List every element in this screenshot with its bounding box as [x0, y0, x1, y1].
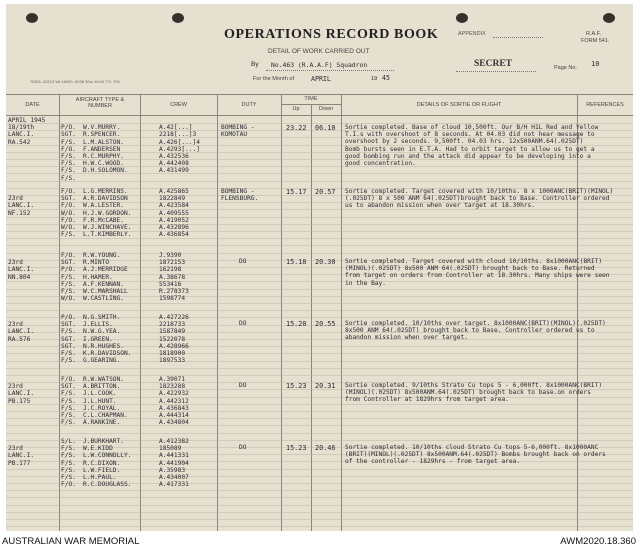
crew-position: P/O.: [61, 266, 76, 274]
appendix-line: [493, 37, 543, 38]
crew-names: [83, 188, 156, 238]
service-number: A.436854: [159, 231, 189, 239]
crew-name: J.L.HUNT.: [83, 397, 117, 405]
crew-position: F/S.: [61, 349, 76, 357]
service-number: A.442408: [159, 160, 189, 168]
crew-position: SGT.: [61, 259, 76, 267]
service-numbers: [159, 376, 215, 426]
crew-name: A.R.DAVIDSON: [83, 195, 128, 203]
ruled-line: [6, 238, 633, 239]
crew-position: F/S.: [61, 138, 76, 146]
table-top-border: [6, 94, 633, 95]
duty-line: [221, 117, 279, 124]
sortie-details: [345, 382, 603, 404]
crew-position: S/L.: [61, 438, 76, 445]
crew-position: F/S.: [61, 167, 76, 175]
table-header-border: [6, 115, 633, 116]
time-down: 20.46: [315, 444, 336, 452]
crew-name: W.CASTLING.: [83, 295, 124, 303]
aircraft-number: PB.175: [8, 397, 31, 405]
date-line: 23rd: [8, 321, 23, 329]
crew-position: F/S.: [61, 152, 76, 160]
duty: [239, 444, 279, 451]
service-number: R.278373: [159, 287, 189, 295]
binder-hole: [456, 13, 468, 23]
service-number: A.441331: [159, 452, 189, 460]
security-classification: SECRET: [474, 59, 513, 69]
date-line: 23rd: [8, 445, 23, 453]
crew-position: F/O.: [61, 188, 76, 195]
time-up: 15.20: [286, 320, 307, 328]
date-line: 23rd: [8, 259, 23, 267]
crew-position: F/S.: [61, 328, 76, 336]
service-number: 1823288: [159, 383, 186, 391]
year-value: 45: [382, 74, 390, 82]
service-number: A.434804: [159, 419, 189, 427]
crew-names: [83, 438, 156, 488]
service-number: A.444314: [159, 411, 189, 419]
col-header-crew: CREW: [170, 102, 187, 108]
crew-position: F/O.: [61, 481, 76, 489]
crew-position: W/O.: [61, 209, 76, 217]
date-line: APRIL 1945: [8, 117, 46, 124]
crew-name: L.W.CONNOLLY.: [83, 452, 132, 460]
col-header-references: REFERENCES: [586, 102, 624, 108]
crew-name: K.R.DAVIDSON.: [83, 349, 132, 357]
crew-position: F/O.: [61, 202, 76, 210]
sortie-details: [345, 258, 610, 287]
duty: [221, 188, 279, 202]
crew-name: J.L.COOK.: [83, 390, 117, 398]
raf-label: R.A.F.: [586, 31, 601, 37]
details-line: Sortie completed. 10/10ths over target. 8x1000ANC(BRIT)(MINOL)(.025DT): [345, 320, 606, 327]
ruled-line: [6, 310, 633, 311]
crew-name: L.H.PAUL.: [83, 473, 117, 481]
sortie-details: [345, 124, 599, 167]
ruled-line: [6, 519, 633, 520]
ruled-line: [6, 526, 633, 527]
crew-position: F/S.: [61, 287, 76, 295]
service-number: A.422932: [159, 390, 189, 398]
ruled-line: [6, 368, 633, 369]
crew-name: R.C.DOUGLASS.: [83, 481, 132, 489]
service-number: J.9390: [159, 252, 182, 259]
crew-name: [83, 117, 156, 124]
security-underline: [456, 71, 536, 72]
page-number: 10: [591, 60, 600, 68]
entry-date: [8, 438, 58, 467]
service-number: 185089: [159, 445, 182, 453]
details-line: (MINOL)(.025DT) 8x500ANM.64(.025DT) brought back to base.on orders: [345, 389, 591, 397]
crew-name: R.C.DIXON.: [83, 459, 121, 467]
entry-date: [8, 376, 58, 405]
binder-hole: [172, 13, 184, 23]
service-number: 1587849: [159, 328, 186, 336]
crew-name: R.W.YOUNG.: [83, 252, 121, 259]
crew-name: N.W.G.YEA.: [83, 328, 121, 336]
details-line: T.I.s with overshoot of 8 seconds. At 04.03 did not hear message to: [345, 131, 595, 139]
crew-positions: [61, 188, 83, 238]
ruled-line: [6, 512, 633, 513]
crew-name: A.J.MERRIDGE: [83, 266, 128, 274]
service-numbers: [159, 188, 215, 238]
service-numbers: [159, 117, 215, 182]
service-number: A.4293[...]: [159, 145, 200, 153]
crew-position: P/O.: [61, 124, 76, 132]
duty-line: BOMBING -: [221, 124, 255, 132]
date-line: [8, 376, 58, 383]
crew-position: F/S.: [61, 459, 76, 467]
crew-positions: [61, 314, 83, 364]
ruled-line: [6, 490, 633, 491]
duty-line: BOMBING -: [221, 188, 255, 195]
service-number: A.432536: [159, 152, 189, 160]
crew-position: F/S.: [61, 404, 76, 412]
crew-position: F/O.: [61, 252, 76, 259]
details-line: Bomb bursts seen in E.T.A. Had to orbit target to allow us to get a: [345, 145, 595, 153]
service-number: 162198: [159, 266, 182, 274]
crew-name: A.BRITTON.: [83, 383, 121, 391]
sortie-details: [345, 444, 606, 466]
ruled-line: [6, 497, 633, 498]
date-line: 23rd: [8, 195, 23, 203]
entry-date: [8, 252, 58, 281]
crew-position: F/S.: [61, 273, 76, 281]
col-header-time: TIME: [304, 96, 318, 102]
crew-name: R.MINTO: [83, 259, 110, 267]
entry-date: [8, 188, 58, 217]
crew-name: W.J.WINCHAVE.: [83, 223, 132, 231]
squadron-name: No.463 (R.A.A.F) Squadron: [271, 61, 368, 69]
crew-names: [83, 376, 156, 426]
crew-position: F/S.: [61, 411, 76, 419]
time-up: 15.23: [286, 382, 307, 390]
sortie-details: [345, 188, 614, 210]
crew-name: W.V.MURRY.: [83, 124, 121, 132]
aircraft-type: LANC.I.: [8, 328, 35, 336]
crew-position: F/O.: [61, 216, 76, 224]
crew-position: F/S.: [61, 419, 76, 427]
aircraft-type: LANC.I.: [8, 452, 35, 460]
crew-positions: [61, 252, 83, 302]
crew-position: W/O.: [61, 295, 76, 303]
crew-position: F/S.: [61, 357, 76, 365]
crew-position: P/O.: [61, 314, 76, 321]
date-line: [8, 314, 58, 321]
time-up: 15.18: [286, 258, 307, 266]
duty-line: DO: [239, 444, 247, 451]
service-number: 1522078: [159, 335, 186, 343]
details-line: us to abandon mission when over target at 18.30hrs.: [345, 202, 535, 210]
details-line: 8x500 ANM 64(.025DT) brought back to Base. Controller ordered us to: [345, 327, 595, 335]
binder-hole: [603, 13, 615, 23]
duty: [239, 382, 279, 389]
by-label: By: [251, 61, 259, 68]
time-down: 20.57: [315, 188, 336, 196]
details-line: of the controller - 1829hrs - from target area.: [345, 458, 521, 466]
col-header-duty: DUTY: [241, 102, 257, 108]
aircraft-type: LANC.I.: [8, 131, 35, 139]
ruled-line: [6, 303, 633, 304]
page-label: Page No.: [554, 65, 577, 71]
service-number: [159, 117, 215, 124]
aircraft-number: PB.177: [8, 459, 31, 467]
crew-position: F/S.: [61, 466, 76, 474]
crew-position: SGT.: [61, 342, 76, 350]
service-number: A.442312: [159, 397, 189, 405]
duty-line: KOMOTAU: [221, 131, 248, 139]
crew-position: F/S.: [61, 397, 76, 405]
details-line: from target on orders from Controller at 18.30hrs. Many ships were seen: [345, 272, 610, 280]
col-header-details: DETAILS OF SORTIE OR FLIGHT: [416, 102, 502, 108]
month-label: For the Month of: [253, 76, 295, 82]
duty: [239, 320, 279, 327]
ruled-line: [6, 433, 633, 434]
ruled-line: [6, 245, 633, 246]
details-line: (MINOL)(.025DT) 8x500 ANM 64(.025DT) brought back to Base. Returned: [345, 265, 595, 273]
crew-names: [83, 252, 156, 302]
crew-name: R.W.WATSON.: [83, 376, 124, 383]
service-number: 2218733: [159, 321, 186, 329]
time-up: 15.17: [286, 188, 307, 196]
crew-name: N.R.HUGHES.: [83, 342, 124, 350]
crew-names: [83, 314, 156, 364]
service-number: [159, 175, 215, 182]
crew-positions: [61, 117, 83, 182]
crew-name: D.H.SOLOMON.: [83, 167, 128, 175]
crew-name: F.ANDERSEN: [83, 145, 121, 153]
time-up: 15.23: [286, 444, 307, 452]
col-header-date: DATE: [25, 102, 40, 108]
service-number: A.42[...]: [159, 124, 193, 132]
crew-name: H.HAMER.: [83, 273, 113, 281]
col-header-down: Down: [318, 106, 334, 112]
crew-position: SGT.: [61, 321, 76, 329]
service-number: A.441904: [159, 459, 189, 467]
crew-name: L.G.MERRINS.: [83, 188, 128, 195]
time-up: 23.22: [286, 124, 307, 132]
col-header-up: Up: [292, 106, 300, 112]
crew-position: F/S.: [61, 452, 76, 460]
entry-date: [8, 117, 58, 146]
service-number: 1822849: [159, 195, 186, 203]
crew-position: F/O.: [61, 376, 76, 383]
crew-position: F/S.: [61, 473, 76, 481]
ledger-page: [6, 4, 633, 531]
service-number: 1872153: [159, 259, 186, 267]
crew-position: F/S.: [61, 174, 76, 182]
service-number: A.431499: [159, 167, 189, 175]
crew-name: J.ELLIS.: [83, 321, 113, 329]
date-line: [8, 252, 58, 259]
service-number: A.417331: [159, 481, 189, 489]
details-line: (.025DT) 8 x 500 ANM 64(.025DT)brought back to Base. Controller ordered: [345, 195, 610, 203]
crew-position: SGT.: [61, 195, 76, 203]
details-line: Sortie completed. Base of cloud 10,500ft. Our B/H H1L Red and Yellow: [345, 124, 599, 131]
crew-name: L.W.FIELD.: [83, 466, 121, 474]
crew-position: [61, 117, 83, 124]
crew-names: [83, 117, 156, 182]
crew-name: R.C.MURPHY.: [83, 152, 124, 160]
form-subtitle: DETAIL OF WORK CARRIED OUT: [268, 48, 370, 55]
service-number: 1598774: [159, 295, 186, 303]
crew-name: I.GREEN.: [83, 335, 113, 343]
date-line: 23rd: [8, 383, 23, 391]
service-number: 1818900: [159, 349, 186, 357]
aircraft-number: RA.576: [8, 335, 31, 343]
crew-name: [83, 175, 156, 182]
crew-name: H.W.C.WOOD.: [83, 160, 124, 168]
aircraft-type: LANC.I.: [8, 390, 35, 398]
crew-position: F/S.: [61, 280, 76, 288]
sortie-details: [345, 320, 606, 342]
service-number: A.419052: [159, 216, 189, 224]
form-number: FORM 541.: [581, 38, 610, 44]
duty-line: DO: [239, 258, 247, 265]
crew-name: N.G.SMITH.: [83, 314, 121, 321]
crew-name: A.F.KENNAN.: [83, 280, 124, 288]
duty: [221, 117, 279, 139]
details-line: Sortie completed. Target covered with cloud 10/10ths. 8x1000ANC(BRIT): [345, 258, 603, 265]
service-numbers: [159, 252, 215, 302]
crew-position: F/O.: [61, 145, 76, 153]
details-line: abandon mission when over target.: [345, 334, 468, 342]
footer-left-credit: AUSTRALIAN WAR MEMORIAL: [2, 536, 140, 547]
details-line: good bombing run and the attack did appear to be developing into a: [345, 152, 591, 160]
archive-footer: [0, 533, 640, 549]
form-title: OPERATIONS RECORD BOOK: [224, 27, 439, 42]
aircraft-number: NN.804: [8, 273, 31, 281]
crew-position: F/S.: [61, 160, 76, 168]
entry-date: [8, 314, 58, 343]
col-header-aircraft: AIRCRAFT TYPE & NUMBER: [75, 97, 125, 110]
service-number: A.35983: [159, 466, 186, 474]
details-line: overshoot by 2 seconds. 9,500ft. 04.03 hrs. 12x500ANM.64(.025DT): [345, 138, 584, 146]
time-down: 20.55: [315, 320, 336, 328]
footer-accession-number: AWM2020.18.360: [560, 536, 636, 547]
details-line: good concentration.: [345, 159, 416, 167]
crew-position: W/O.: [61, 223, 76, 231]
crew-name: J.BURKHART.: [83, 438, 124, 445]
crew-name: G.GEARING.: [83, 357, 121, 365]
service-number: A.409555: [159, 209, 189, 217]
duty-line: FLENSBURG.: [221, 195, 259, 203]
aircraft-type: LANC.I.: [8, 266, 35, 274]
service-number: A.434007: [159, 473, 189, 481]
date-line: [8, 438, 58, 445]
crew-name: W.E.KIDD: [83, 445, 113, 453]
duty-line: DO: [239, 382, 247, 389]
crew-name: C.L.CHAPMAN.: [83, 411, 128, 419]
service-number: A.436843: [159, 404, 189, 412]
service-number: A.412382: [159, 438, 189, 445]
crew-name: A.RANKINE.: [83, 419, 121, 427]
crew-name: W.C.MARSHALL: [83, 287, 128, 295]
time-down: 20.31: [315, 382, 336, 390]
printer-line: *5303--42013 Wt.16000--6038 30m 10/44 T.S. 700: [30, 79, 120, 84]
appendix-label: APPENDIX: [458, 31, 486, 37]
service-number: 553416: [159, 280, 182, 288]
date-line: 18/19th: [8, 124, 35, 132]
ruled-line: [6, 505, 633, 506]
service-numbers: [159, 314, 215, 364]
squadron-underline: [266, 70, 394, 71]
service-number: A.39071: [159, 376, 186, 383]
service-number: A.425865: [159, 188, 189, 195]
service-number: A.427226: [159, 314, 189, 321]
aircraft-number: NF.152: [8, 209, 31, 217]
duty: [239, 258, 279, 265]
service-number: 1897533: [159, 357, 186, 365]
service-number: A.423584: [159, 202, 189, 210]
service-numbers: [159, 438, 215, 488]
service-number: 2218[...]3: [159, 131, 197, 139]
service-number: A.428966: [159, 342, 189, 350]
details-line: Sortie completed. Target covered with 10/10ths. 8 x 1000ANC(BRIT)(MINOL): [345, 188, 614, 195]
service-number: A.38678: [159, 273, 186, 281]
month-value: APRIL: [311, 75, 331, 83]
duty-line: DO: [239, 320, 247, 327]
crew-positions: [61, 376, 83, 426]
details-line: Sortie completed. 9/10ths Strato Cu tops 5 - 6,000ft. 8x1000ANC(BRIT): [345, 382, 603, 389]
time-down: 20.30: [315, 258, 336, 266]
crew-position: SGT.: [61, 383, 76, 391]
crew-name: W.A.LESTER.: [83, 202, 124, 210]
aircraft-type: LANC.I.: [8, 202, 35, 210]
aircraft-number: RA.542: [8, 138, 31, 146]
service-number: A.432896: [159, 223, 189, 231]
crew-name: L.M.ALSTON.: [83, 138, 124, 146]
crew-name: J.C.ROYAL.: [83, 404, 121, 412]
service-number: A.426[...]4: [159, 138, 200, 146]
crew-name: L.T.KIMBERLY.: [83, 231, 132, 239]
crew-position: F/S.: [61, 231, 76, 239]
crew-positions: [61, 438, 83, 488]
crew-name: H.J.W.GORDON.: [83, 209, 132, 217]
crew-name: R.SPENCER.: [83, 131, 121, 139]
details-line: from Controller at 1829hrs from target area.: [345, 396, 509, 404]
date-line: [8, 188, 58, 195]
crew-position: SGT.: [61, 131, 76, 139]
crew-position: F/S.: [61, 390, 76, 398]
crew-name: F.R.McCABE.: [83, 216, 124, 224]
year-prefix: 19: [371, 76, 378, 82]
time-down: 06.10: [315, 124, 336, 132]
binder-hole: [26, 13, 38, 23]
crew-position: F/S.: [61, 445, 76, 453]
details-line: (BRIT)(MINOL)(.025DT) 8x500ANM.64(.025DT) Bombs brought back on orders: [345, 451, 606, 459]
details-line: Sortie completed. 10/10ths cloud Strato Cu tops 5-6,000ft. 8x1000ANC: [345, 444, 599, 451]
crew-position: SGT.: [61, 335, 76, 343]
details-line: in the Bay.: [345, 279, 386, 287]
